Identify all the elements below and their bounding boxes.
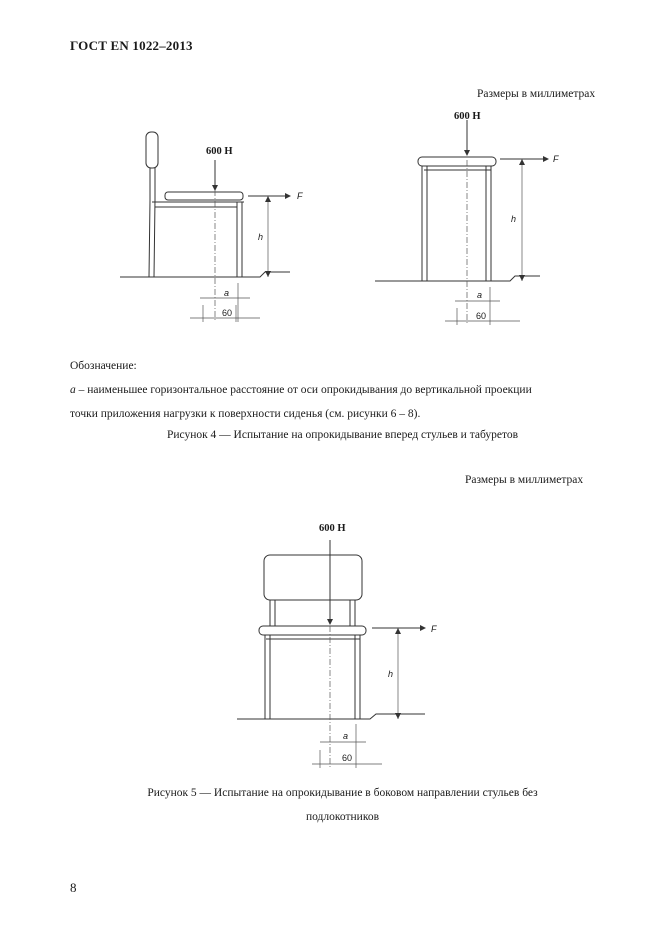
figure4-caption: Рисунок 4 — Испытание на опрокидывание вперед стульев и табуретов [166,429,519,441]
legend-title: Обозначение: [70,360,137,372]
fig4-stool-a-label: a [477,290,483,300]
legend-symbol-a: a [70,384,76,396]
fig4-stool-load-label: 600 H [454,111,481,122]
fig4-stool-force-label: F [553,154,559,164]
chair-side-view [120,132,290,322]
fig4-chair-force-label: F [297,191,303,201]
tilt-stop [235,272,290,277]
fig4-stool-60-label: 60 [476,311,487,321]
chair-seat [259,626,366,635]
legend-line-1-text: – наименьшее горизонтальное расстояние от оси опрокидывания до вертикальной проекции [75,384,532,396]
stool-seat [418,157,496,166]
fig4-chair-load-label: 600 H [206,146,233,157]
document-header: ГОСТ EN 1022–2013 [70,38,193,53]
fig4-chair-a-label: a [224,288,230,298]
page-number: 8 [70,880,77,895]
figure5-caption [70,781,615,829]
backrest [146,132,158,168]
seat [165,192,243,200]
legend-line-1 [70,378,630,402]
fig4-chair-height-label: h [258,232,264,242]
stool-front-view [375,120,548,325]
fig5-load-label: 600 H [319,523,346,534]
units-note-figure5: Размеры в миллиметрах [465,474,584,486]
fig4-chair-60-label: 60 [222,308,233,318]
chair-backrest [264,555,362,600]
fig5-60-label: 60 [342,753,353,763]
figure5-caption-line1: Рисунок 5 — Испытание на опрокидывание в боковом направлении стульев без [147,787,538,799]
fig5-height-label: h [388,669,394,679]
chair-front-view [237,540,425,768]
fig5-force-label: F [431,624,437,634]
units-note-figure4: Размеры в миллиметрах [477,88,596,100]
legend-line-2: точки приложения нагрузки к поверхности сиденья (см. рисунки 6 – 8). [70,408,421,420]
fig5-a-label: a [343,731,349,741]
fig4-stool-height-label: h [511,214,517,224]
figure4-legend [70,354,630,426]
figure5-caption-line2: подлокотников [305,811,380,823]
